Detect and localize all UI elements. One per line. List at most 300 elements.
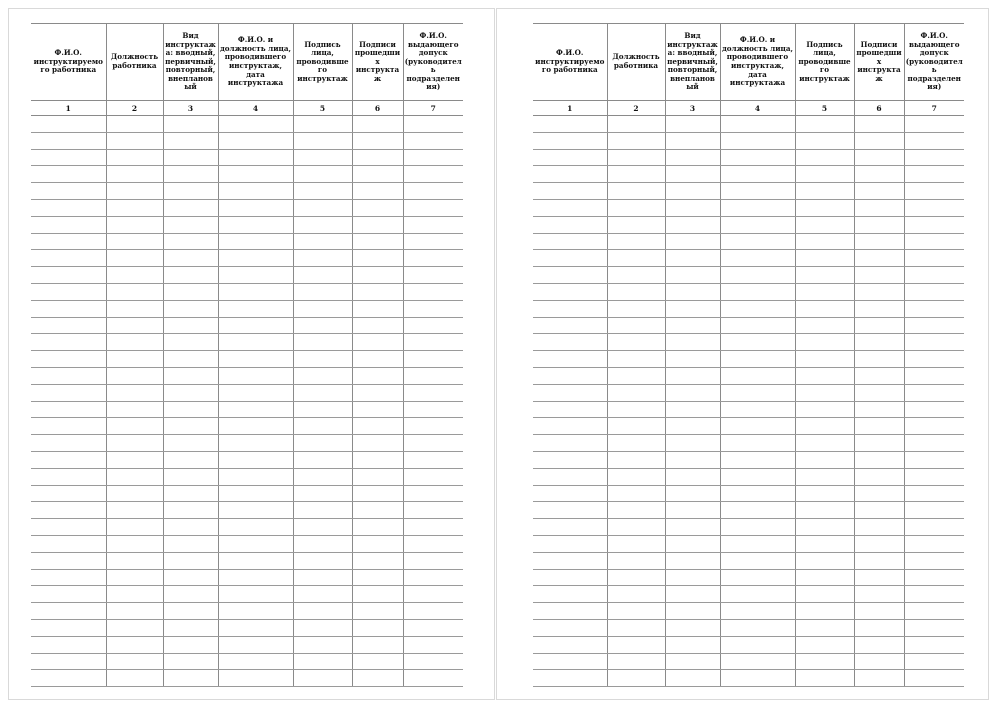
table-cell[interactable]	[163, 603, 218, 620]
table-cell[interactable]	[795, 418, 854, 435]
table-cell[interactable]	[218, 300, 293, 317]
table-cell[interactable]	[665, 569, 720, 586]
table-cell[interactable]	[904, 502, 964, 519]
table-cell[interactable]	[293, 250, 352, 267]
table-cell[interactable]	[163, 653, 218, 670]
table-cell[interactable]	[31, 535, 106, 552]
table-cell[interactable]	[31, 283, 106, 300]
table-cell[interactable]	[31, 351, 106, 368]
table-cell[interactable]	[607, 451, 665, 468]
table-cell[interactable]	[403, 267, 463, 284]
table-cell[interactable]	[403, 603, 463, 620]
table-cell[interactable]	[904, 132, 964, 149]
table-cell[interactable]	[854, 351, 904, 368]
table-cell[interactable]	[533, 334, 607, 351]
table-cell[interactable]	[607, 250, 665, 267]
table-cell[interactable]	[218, 468, 293, 485]
table-cell[interactable]	[106, 603, 163, 620]
table-cell[interactable]	[720, 519, 795, 536]
table-cell[interactable]	[533, 653, 607, 670]
table-cell[interactable]	[293, 603, 352, 620]
table-cell[interactable]	[163, 502, 218, 519]
table-cell[interactable]	[533, 468, 607, 485]
table-cell[interactable]	[403, 619, 463, 636]
table-cell[interactable]	[352, 334, 403, 351]
table-cell[interactable]	[607, 535, 665, 552]
table-cell[interactable]	[403, 334, 463, 351]
table-cell[interactable]	[218, 317, 293, 334]
table-cell[interactable]	[795, 401, 854, 418]
table-cell[interactable]	[218, 485, 293, 502]
table-cell[interactable]	[163, 283, 218, 300]
table-cell[interactable]	[665, 603, 720, 620]
table-cell[interactable]	[533, 435, 607, 452]
table-cell[interactable]	[607, 351, 665, 368]
table-cell[interactable]	[352, 586, 403, 603]
table-cell[interactable]	[106, 283, 163, 300]
table-cell[interactable]	[665, 636, 720, 653]
table-cell[interactable]	[106, 418, 163, 435]
table-cell[interactable]	[403, 367, 463, 384]
table-cell[interactable]	[106, 166, 163, 183]
table-cell[interactable]	[106, 502, 163, 519]
table-cell[interactable]	[854, 367, 904, 384]
table-cell[interactable]	[218, 116, 293, 133]
table-cell[interactable]	[795, 586, 854, 603]
table-cell[interactable]	[106, 401, 163, 418]
table-cell[interactable]	[352, 535, 403, 552]
table-cell[interactable]	[854, 653, 904, 670]
table-cell[interactable]	[854, 485, 904, 502]
table-cell[interactable]	[293, 401, 352, 418]
table-cell[interactable]	[293, 418, 352, 435]
table-cell[interactable]	[403, 586, 463, 603]
table-cell[interactable]	[293, 535, 352, 552]
table-cell[interactable]	[403, 116, 463, 133]
table-cell[interactable]	[607, 418, 665, 435]
table-cell[interactable]	[218, 535, 293, 552]
table-cell[interactable]	[293, 586, 352, 603]
table-cell[interactable]	[607, 216, 665, 233]
table-cell[interactable]	[720, 535, 795, 552]
table-cell[interactable]	[218, 334, 293, 351]
table-cell[interactable]	[795, 636, 854, 653]
table-cell[interactable]	[293, 384, 352, 401]
table-cell[interactable]	[533, 199, 607, 216]
table-cell[interactable]	[854, 250, 904, 267]
table-cell[interactable]	[854, 401, 904, 418]
table-cell[interactable]	[904, 300, 964, 317]
table-cell[interactable]	[665, 183, 720, 200]
table-cell[interactable]	[720, 603, 795, 620]
table-cell[interactable]	[795, 535, 854, 552]
table-cell[interactable]	[720, 451, 795, 468]
table-cell[interactable]	[795, 603, 854, 620]
table-cell[interactable]	[163, 166, 218, 183]
table-cell[interactable]	[293, 451, 352, 468]
table-cell[interactable]	[533, 351, 607, 368]
table-cell[interactable]	[31, 418, 106, 435]
table-cell[interactable]	[218, 132, 293, 149]
table-cell[interactable]	[720, 619, 795, 636]
table-cell[interactable]	[904, 670, 964, 687]
table-cell[interactable]	[795, 384, 854, 401]
table-cell[interactable]	[720, 132, 795, 149]
table-cell[interactable]	[163, 199, 218, 216]
table-cell[interactable]	[163, 519, 218, 536]
table-cell[interactable]	[720, 283, 795, 300]
table-cell[interactable]	[665, 653, 720, 670]
table-cell[interactable]	[403, 166, 463, 183]
table-cell[interactable]	[607, 116, 665, 133]
table-cell[interactable]	[163, 468, 218, 485]
table-cell[interactable]	[665, 300, 720, 317]
table-cell[interactable]	[218, 519, 293, 536]
table-cell[interactable]	[293, 670, 352, 687]
table-cell[interactable]	[106, 149, 163, 166]
table-cell[interactable]	[106, 199, 163, 216]
table-cell[interactable]	[795, 435, 854, 452]
table-cell[interactable]	[163, 535, 218, 552]
table-cell[interactable]	[607, 334, 665, 351]
table-cell[interactable]	[218, 166, 293, 183]
table-cell[interactable]	[854, 502, 904, 519]
table-cell[interactable]	[106, 435, 163, 452]
table-cell[interactable]	[665, 351, 720, 368]
table-cell[interactable]	[403, 149, 463, 166]
table-cell[interactable]	[31, 233, 106, 250]
table-cell[interactable]	[904, 603, 964, 620]
table-cell[interactable]	[31, 183, 106, 200]
table-cell[interactable]	[665, 132, 720, 149]
table-cell[interactable]	[665, 401, 720, 418]
table-cell[interactable]	[352, 603, 403, 620]
table-cell[interactable]	[31, 384, 106, 401]
table-cell[interactable]	[904, 569, 964, 586]
table-cell[interactable]	[163, 334, 218, 351]
table-cell[interactable]	[106, 552, 163, 569]
table-cell[interactable]	[106, 317, 163, 334]
table-cell[interactable]	[904, 283, 964, 300]
table-cell[interactable]	[352, 569, 403, 586]
table-cell[interactable]	[106, 451, 163, 468]
table-cell[interactable]	[293, 519, 352, 536]
table-cell[interactable]	[854, 300, 904, 317]
table-cell[interactable]	[854, 552, 904, 569]
table-cell[interactable]	[607, 149, 665, 166]
table-cell[interactable]	[293, 166, 352, 183]
table-cell[interactable]	[854, 199, 904, 216]
table-cell[interactable]	[163, 351, 218, 368]
table-cell[interactable]	[854, 418, 904, 435]
table-cell[interactable]	[533, 502, 607, 519]
table-cell[interactable]	[163, 216, 218, 233]
table-cell[interactable]	[218, 283, 293, 300]
table-cell[interactable]	[106, 586, 163, 603]
table-cell[interactable]	[607, 132, 665, 149]
table-cell[interactable]	[218, 183, 293, 200]
table-cell[interactable]	[795, 267, 854, 284]
table-cell[interactable]	[854, 603, 904, 620]
table-cell[interactable]	[533, 401, 607, 418]
table-cell[interactable]	[163, 485, 218, 502]
table-cell[interactable]	[31, 586, 106, 603]
table-cell[interactable]	[607, 636, 665, 653]
table-cell[interactable]	[106, 569, 163, 586]
table-cell[interactable]	[31, 367, 106, 384]
table-cell[interactable]	[352, 519, 403, 536]
table-cell[interactable]	[352, 250, 403, 267]
table-cell[interactable]	[665, 250, 720, 267]
table-cell[interactable]	[854, 334, 904, 351]
table-cell[interactable]	[854, 283, 904, 300]
table-cell[interactable]	[533, 132, 607, 149]
table-cell[interactable]	[403, 519, 463, 536]
table-cell[interactable]	[403, 552, 463, 569]
table-cell[interactable]	[904, 351, 964, 368]
table-cell[interactable]	[31, 149, 106, 166]
table-cell[interactable]	[904, 535, 964, 552]
table-cell[interactable]	[31, 132, 106, 149]
table-cell[interactable]	[607, 586, 665, 603]
table-cell[interactable]	[607, 519, 665, 536]
table-cell[interactable]	[607, 619, 665, 636]
table-cell[interactable]	[293, 502, 352, 519]
table-cell[interactable]	[293, 149, 352, 166]
table-cell[interactable]	[352, 267, 403, 284]
table-cell[interactable]	[854, 116, 904, 133]
table-cell[interactable]	[106, 183, 163, 200]
table-cell[interactable]	[218, 451, 293, 468]
table-cell[interactable]	[352, 552, 403, 569]
table-cell[interactable]	[106, 216, 163, 233]
table-cell[interactable]	[403, 636, 463, 653]
table-cell[interactable]	[352, 233, 403, 250]
table-cell[interactable]	[31, 569, 106, 586]
table-cell[interactable]	[403, 384, 463, 401]
table-cell[interactable]	[533, 300, 607, 317]
table-cell[interactable]	[106, 116, 163, 133]
table-cell[interactable]	[293, 653, 352, 670]
table-cell[interactable]	[293, 116, 352, 133]
table-cell[interactable]	[163, 317, 218, 334]
table-cell[interactable]	[533, 384, 607, 401]
table-cell[interactable]	[352, 149, 403, 166]
table-cell[interactable]	[533, 670, 607, 687]
table-cell[interactable]	[218, 435, 293, 452]
table-cell[interactable]	[904, 267, 964, 284]
table-cell[interactable]	[720, 418, 795, 435]
table-cell[interactable]	[904, 166, 964, 183]
table-cell[interactable]	[607, 670, 665, 687]
table-cell[interactable]	[163, 435, 218, 452]
table-cell[interactable]	[720, 166, 795, 183]
table-cell[interactable]	[218, 603, 293, 620]
table-cell[interactable]	[163, 401, 218, 418]
table-cell[interactable]	[607, 233, 665, 250]
table-cell[interactable]	[854, 317, 904, 334]
table-cell[interactable]	[607, 435, 665, 452]
table-cell[interactable]	[795, 502, 854, 519]
table-cell[interactable]	[403, 283, 463, 300]
table-cell[interactable]	[293, 317, 352, 334]
table-cell[interactable]	[607, 166, 665, 183]
table-cell[interactable]	[665, 468, 720, 485]
table-cell[interactable]	[31, 250, 106, 267]
table-cell[interactable]	[720, 300, 795, 317]
table-cell[interactable]	[163, 670, 218, 687]
table-cell[interactable]	[665, 166, 720, 183]
table-cell[interactable]	[854, 384, 904, 401]
table-cell[interactable]	[795, 183, 854, 200]
table-cell[interactable]	[352, 485, 403, 502]
table-cell[interactable]	[403, 468, 463, 485]
table-cell[interactable]	[403, 653, 463, 670]
table-cell[interactable]	[218, 502, 293, 519]
table-cell[interactable]	[163, 183, 218, 200]
table-cell[interactable]	[163, 418, 218, 435]
table-cell[interactable]	[533, 233, 607, 250]
table-cell[interactable]	[720, 233, 795, 250]
table-cell[interactable]	[352, 199, 403, 216]
table-cell[interactable]	[533, 586, 607, 603]
table-cell[interactable]	[163, 250, 218, 267]
table-cell[interactable]	[795, 149, 854, 166]
table-cell[interactable]	[854, 619, 904, 636]
table-cell[interactable]	[163, 233, 218, 250]
table-cell[interactable]	[904, 384, 964, 401]
table-cell[interactable]	[795, 116, 854, 133]
table-cell[interactable]	[665, 435, 720, 452]
table-cell[interactable]	[218, 586, 293, 603]
table-cell[interactable]	[163, 586, 218, 603]
table-cell[interactable]	[31, 653, 106, 670]
table-cell[interactable]	[720, 653, 795, 670]
table-cell[interactable]	[352, 317, 403, 334]
table-cell[interactable]	[904, 485, 964, 502]
table-cell[interactable]	[720, 670, 795, 687]
table-cell[interactable]	[352, 418, 403, 435]
table-cell[interactable]	[293, 552, 352, 569]
table-cell[interactable]	[31, 603, 106, 620]
table-cell[interactable]	[904, 636, 964, 653]
table-cell[interactable]	[720, 468, 795, 485]
table-cell[interactable]	[293, 485, 352, 502]
table-cell[interactable]	[720, 334, 795, 351]
table-cell[interactable]	[607, 199, 665, 216]
table-cell[interactable]	[403, 183, 463, 200]
table-cell[interactable]	[163, 569, 218, 586]
table-cell[interactable]	[607, 300, 665, 317]
table-cell[interactable]	[163, 300, 218, 317]
table-cell[interactable]	[403, 535, 463, 552]
table-cell[interactable]	[403, 132, 463, 149]
table-cell[interactable]	[31, 485, 106, 502]
table-cell[interactable]	[106, 535, 163, 552]
table-cell[interactable]	[904, 250, 964, 267]
table-cell[interactable]	[218, 569, 293, 586]
table-cell[interactable]	[293, 199, 352, 216]
table-cell[interactable]	[352, 166, 403, 183]
table-cell[interactable]	[352, 435, 403, 452]
table-cell[interactable]	[795, 619, 854, 636]
table-cell[interactable]	[720, 552, 795, 569]
table-cell[interactable]	[106, 670, 163, 687]
table-cell[interactable]	[31, 552, 106, 569]
table-cell[interactable]	[665, 586, 720, 603]
table-cell[interactable]	[106, 384, 163, 401]
table-cell[interactable]	[720, 250, 795, 267]
table-cell[interactable]	[106, 334, 163, 351]
table-cell[interactable]	[854, 233, 904, 250]
table-cell[interactable]	[904, 619, 964, 636]
table-cell[interactable]	[293, 569, 352, 586]
table-cell[interactable]	[665, 535, 720, 552]
table-cell[interactable]	[533, 535, 607, 552]
table-cell[interactable]	[607, 653, 665, 670]
table-cell[interactable]	[293, 351, 352, 368]
table-cell[interactable]	[665, 317, 720, 334]
table-cell[interactable]	[533, 283, 607, 300]
table-cell[interactable]	[218, 401, 293, 418]
table-cell[interactable]	[795, 468, 854, 485]
table-cell[interactable]	[352, 502, 403, 519]
table-cell[interactable]	[106, 367, 163, 384]
table-cell[interactable]	[31, 636, 106, 653]
table-cell[interactable]	[607, 468, 665, 485]
table-cell[interactable]	[403, 502, 463, 519]
table-cell[interactable]	[293, 468, 352, 485]
table-cell[interactable]	[795, 300, 854, 317]
table-cell[interactable]	[720, 367, 795, 384]
table-cell[interactable]	[218, 267, 293, 284]
table-cell[interactable]	[665, 216, 720, 233]
table-cell[interactable]	[720, 586, 795, 603]
table-cell[interactable]	[854, 519, 904, 536]
table-cell[interactable]	[795, 216, 854, 233]
table-cell[interactable]	[533, 485, 607, 502]
table-cell[interactable]	[607, 367, 665, 384]
table-cell[interactable]	[533, 552, 607, 569]
table-cell[interactable]	[403, 418, 463, 435]
table-cell[interactable]	[904, 183, 964, 200]
table-cell[interactable]	[218, 199, 293, 216]
table-cell[interactable]	[854, 535, 904, 552]
table-cell[interactable]	[533, 216, 607, 233]
table-cell[interactable]	[904, 418, 964, 435]
table-cell[interactable]	[854, 183, 904, 200]
table-cell[interactable]	[795, 519, 854, 536]
table-cell[interactable]	[403, 485, 463, 502]
table-cell[interactable]	[352, 351, 403, 368]
table-cell[interactable]	[31, 267, 106, 284]
table-cell[interactable]	[665, 116, 720, 133]
table-cell[interactable]	[665, 283, 720, 300]
table-cell[interactable]	[218, 636, 293, 653]
table-cell[interactable]	[533, 166, 607, 183]
table-cell[interactable]	[720, 636, 795, 653]
table-cell[interactable]	[854, 451, 904, 468]
table-cell[interactable]	[163, 367, 218, 384]
table-cell[interactable]	[293, 183, 352, 200]
table-cell[interactable]	[607, 603, 665, 620]
table-cell[interactable]	[904, 317, 964, 334]
table-cell[interactable]	[720, 351, 795, 368]
table-cell[interactable]	[106, 619, 163, 636]
table-cell[interactable]	[533, 603, 607, 620]
table-cell[interactable]	[106, 132, 163, 149]
table-cell[interactable]	[665, 149, 720, 166]
